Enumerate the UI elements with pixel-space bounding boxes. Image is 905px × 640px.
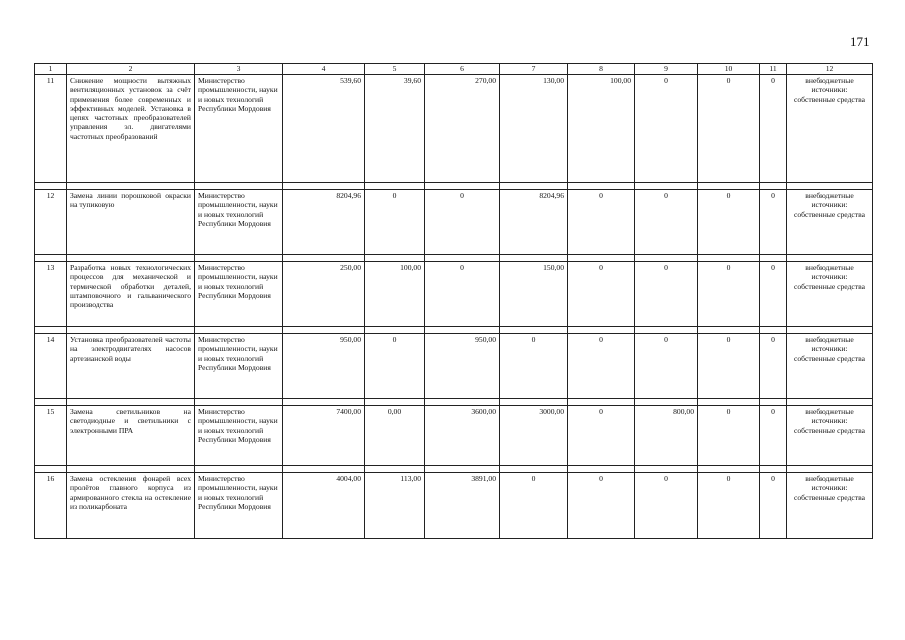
column-header: 8 (568, 64, 635, 75)
value-cell: 0 (425, 190, 500, 255)
value-cell: 0 (760, 262, 787, 327)
value-cell: 0 (635, 262, 698, 327)
value-cell: 0 (568, 473, 635, 539)
row-number: 11 (35, 75, 67, 183)
table-row (35, 75, 873, 183)
value-cell: 150,00 (500, 262, 568, 327)
value-cell: 0 (635, 334, 698, 399)
value-cell: 0 (760, 334, 787, 399)
value-cell: 0 (635, 473, 698, 539)
value-cell: 0 (698, 473, 760, 539)
page-number: 171 (850, 34, 870, 49)
executor-cell: Министерство промышленности, науки и новых технологий Республики Мордовия (195, 190, 283, 255)
measure-description: Замена светильников на светодиодные и светильники с электронными ПРА (67, 406, 195, 466)
value-cell: 100,00 (568, 75, 635, 183)
measures-table (34, 63, 873, 539)
column-header: 5 (365, 64, 425, 75)
row-number: 15 (35, 406, 67, 466)
executor-cell: Министерство промышленности, науки и новых технологий Республики Мордовия (195, 334, 283, 399)
value-cell: 0 (365, 334, 425, 399)
value-cell: 4004,00 (283, 473, 365, 539)
value-cell: 0 (365, 190, 425, 255)
row-spacer (35, 327, 873, 334)
value-cell: 0 (760, 190, 787, 255)
column-header: 4 (283, 64, 365, 75)
value-cell: 250,00 (283, 262, 365, 327)
row-number: 12 (35, 190, 67, 255)
executor-cell: Министерство промышленности, науки и новых технологий Республики Мордовия (195, 473, 283, 539)
value-cell: 0 (568, 190, 635, 255)
value-cell: 800,00 (635, 406, 698, 466)
measure-description: Снижение мощности вытяжных вентиляционных установок за счёт применения более современных и эффективных моделей. Установка в цепях частотных преобразователей управления эл. двигателями частотных преобразований (67, 75, 195, 183)
value-cell: 0 (568, 262, 635, 327)
value-cell: 0 (568, 406, 635, 466)
value-cell: 0 (698, 262, 760, 327)
row-spacer (35, 183, 873, 190)
funding-source: внебюджетные источники: собственные средства (787, 190, 873, 255)
executor-cell: Министерство промышленности, науки и новых технологий Республики Мордовия (195, 406, 283, 466)
value-cell: 0 (760, 75, 787, 183)
value-cell: 0 (500, 473, 568, 539)
value-cell: 0 (698, 190, 760, 255)
column-header: 1 (35, 64, 67, 75)
measure-description: Замена остекления фонарей всех пролётов главного корпуса из армированного стекла на остекление из поликарбоната (67, 473, 195, 539)
executor-cell: Министерство промышленности, науки и новых технологий Республики Мордовия (195, 75, 283, 183)
value-cell: 0,00 (365, 406, 425, 466)
column-header: 6 (425, 64, 500, 75)
value-cell: 0 (698, 75, 760, 183)
column-number-row (35, 64, 873, 75)
value-cell: 539,60 (283, 75, 365, 183)
column-header: 3 (195, 64, 283, 75)
row-spacer (35, 399, 873, 406)
funding-source: внебюджетные источники: собственные средства (787, 75, 873, 183)
column-header: 11 (760, 64, 787, 75)
row-spacer (35, 466, 873, 473)
funding-source: внебюджетные источники: собственные средства (787, 406, 873, 466)
funding-source: внебюджетные источники: собственные средства (787, 473, 873, 539)
value-cell: 0 (425, 262, 500, 327)
value-cell: 0 (698, 406, 760, 466)
measure-description: Установка преобразователей частоты на электродвигателях насосов артезианской воды (67, 334, 195, 399)
column-header: 9 (635, 64, 698, 75)
table-row (35, 473, 873, 539)
value-cell: 8204,96 (283, 190, 365, 255)
value-cell: 7400,00 (283, 406, 365, 466)
row-number: 16 (35, 473, 67, 539)
value-cell: 0 (635, 190, 698, 255)
table-row (35, 406, 873, 466)
value-cell: 130,00 (500, 75, 568, 183)
value-cell: 3000,00 (500, 406, 568, 466)
value-cell: 0 (635, 75, 698, 183)
column-header: 2 (67, 64, 195, 75)
value-cell: 950,00 (425, 334, 500, 399)
value-cell: 0 (698, 334, 760, 399)
value-cell: 39,60 (365, 75, 425, 183)
value-cell: 3891,00 (425, 473, 500, 539)
row-number: 14 (35, 334, 67, 399)
column-header: 7 (500, 64, 568, 75)
table-row (35, 334, 873, 399)
value-cell: 0 (500, 334, 568, 399)
value-cell: 113,00 (365, 473, 425, 539)
value-cell: 100,00 (365, 262, 425, 327)
table-row (35, 190, 873, 255)
column-header: 10 (698, 64, 760, 75)
table-row (35, 262, 873, 327)
value-cell: 0 (760, 406, 787, 466)
executor-cell: Министерство промышленности, науки и новых технологий Республики Мордовия (195, 262, 283, 327)
value-cell: 0 (760, 473, 787, 539)
funding-source: внебюджетные источники: собственные средства (787, 262, 873, 327)
measure-description: Разработка новых технологических процессов для механической и термической обработки деталей, штамповочного и гальванического производства (67, 262, 195, 327)
value-cell: 8204,96 (500, 190, 568, 255)
row-number: 13 (35, 262, 67, 327)
value-cell: 950,00 (283, 334, 365, 399)
value-cell: 3600,00 (425, 406, 500, 466)
value-cell: 270,00 (425, 75, 500, 183)
measure-description: Замена линии порошковой окраски на тупиковую (67, 190, 195, 255)
funding-source: внебюджетные источники: собственные средства (787, 334, 873, 399)
value-cell: 0 (568, 334, 635, 399)
row-spacer (35, 255, 873, 262)
column-header: 12 (787, 64, 873, 75)
